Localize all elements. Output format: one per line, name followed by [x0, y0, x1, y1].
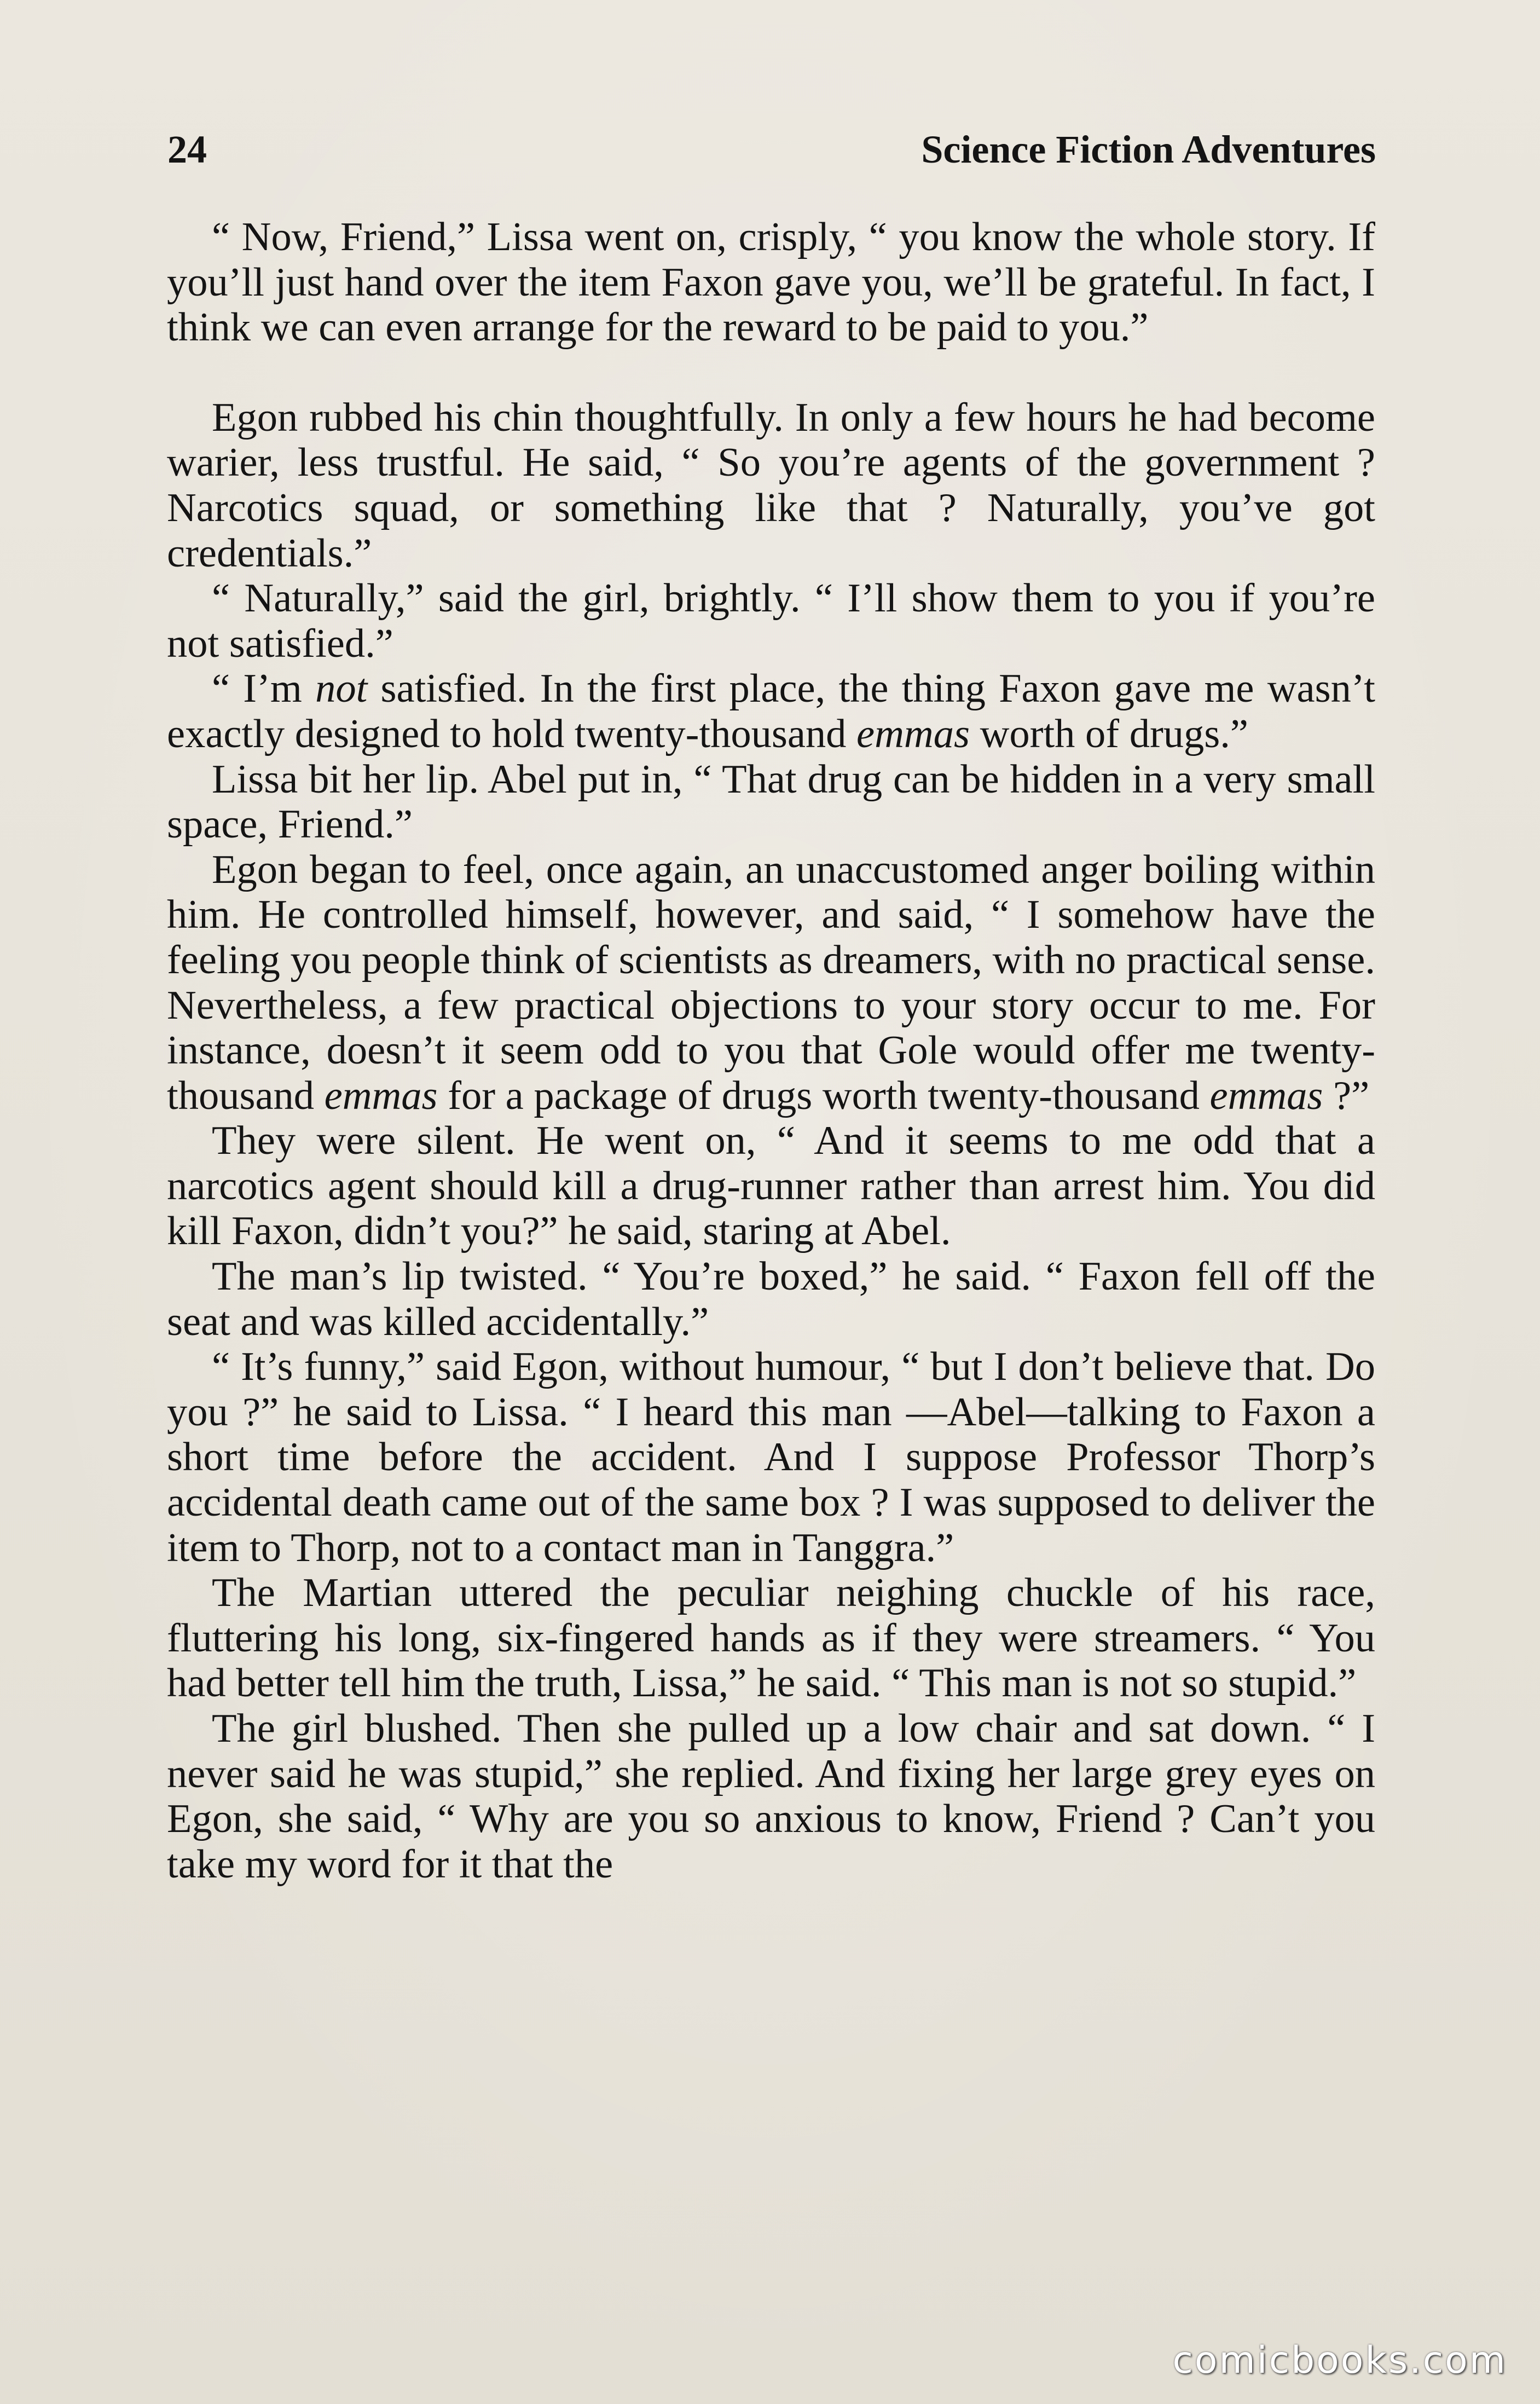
paragraph: “ I’m not satisfied. In the first place, the thing Faxon gave me wasn’t exactly designed to hold twenty-thousand emmas worth of drugs.”	[167, 666, 1375, 756]
page-number: 24	[167, 128, 207, 171]
italic-word: emmas	[856, 711, 970, 756]
paragraph: The girl blushed. Then she pulled up a low chair and sat down. “ I never said he was stupid,” she replied. And fixing her large grey eyes on Egon, she said, “ Why are you so anxious to know, Friend ? Can’t you take my word for it that the	[167, 1706, 1375, 1887]
paragraph: “ Now, Friend,” Lissa went on, crisply, “ you know the whole story. If you’ll just hand over the item Faxon gave you, we’ll be grateful. In fact, I think we can even arrange for the reward to be paid to you.”	[167, 215, 1375, 350]
paragraph: They were silent. He went on, “ And it seems to me odd that a narcotics agent should kill a drug-runner rather than arrest him. You did kill Faxon, didn’t you?” he said, staring at Abel.	[167, 1118, 1375, 1254]
paragraph: “ Naturally,” said the girl, brightly. “ I’ll show them to you if you’re not satisfied.”	[167, 576, 1375, 666]
paragraph: Lissa bit her lip. Abel put in, “ That drug can be hidden in a very small space, Friend.”	[167, 756, 1375, 847]
story-text	[167, 215, 1375, 1887]
running-title: Science Fiction Adventures	[921, 128, 1376, 171]
paragraph: The man’s lip twisted. “ You’re boxed,” he said. “ Faxon fell off the seat and was killed accidentally.”	[167, 1254, 1375, 1344]
italic-word: emmas	[324, 1073, 438, 1118]
page-header	[167, 119, 1376, 180]
watermark: comicbooks.com	[1172, 2339, 1507, 2382]
italic-word: not	[315, 666, 368, 712]
paragraph: Egon began to feel, once again, an unaccustomed anger boiling within him. He controlled himself, however, and said, “ I somehow have the feeling you people think of scientists as dreamers, with no practical sense. Nevertheless, a few practical objections to your story occur to me. For instance, doesn’t it seem odd to you that Gole would offer me twenty-thousand emmas for a package of drugs worth twenty-thousand emmas ?”	[167, 847, 1375, 1118]
paragraph: The Martian uttered the peculiar neighing chuckle of his race, fluttering his long, six-fingered hands as if they were streamers. “ You had better tell him the truth, Lissa,” he said. “ This man is not so stupid.”	[167, 1570, 1375, 1706]
paragraph: “ It’s funny,” said Egon, without humour, “ but I don’t believe that. Do you ?” he said to Lissa. “ I heard this man —Abel—talking to Faxon a short time before the accident. And I suppose Professor Thorp’s accidental death came out of the same box ? I was supposed to deliver the item to Thorp, not to a contact man in Tanggra.”	[167, 1344, 1375, 1570]
italic-word: emmas	[1209, 1073, 1323, 1118]
paragraph: Egon rubbed his chin thoughtfully. In only a few hours he had become warier, less trustful. He said, “ So you’re agents of the government ? Narcotics squad, or something like that ? Naturally, you’ve got credentials.”	[167, 395, 1375, 576]
